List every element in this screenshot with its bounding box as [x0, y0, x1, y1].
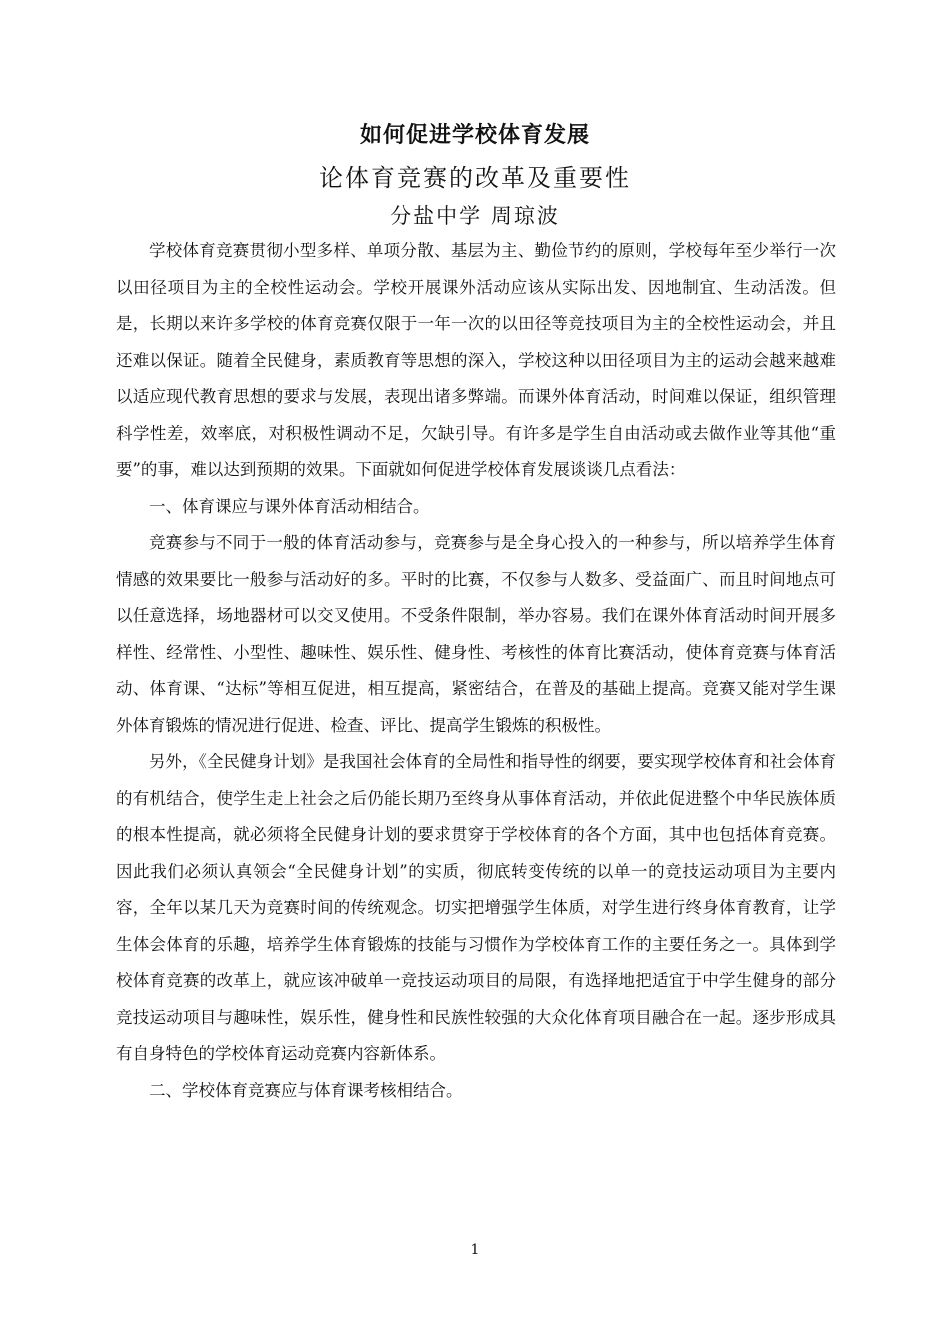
document-subtitle: 论体育竞赛的改革及重要性	[319, 164, 631, 192]
paragraph-section-1: 竞赛参与不同于一般的体育活动参与，竞赛参与是全身心投入的一种参与，所以培养学生体育情感的效果要比一般参与活动好的多。平时的比赛，不仅参与人数多、受益面广、而且时间地点可以任意选择，场地器材可以交叉使用。不受条件限制，举办容易。我们在课外体育活动时间开展多样性、经常性、小型性、趣味性、娱乐性、健身性、考核性的体育比赛活动，使体育竞赛与体育活动、体育课、“达标”等相互促进，相互提高，紧密结合，在普及的基础上提高。竞赛又能对学生课外体育锻炼的情况进行促进、检查、评比、提高学生锻炼的积极性。	[116, 533, 836, 735]
paragraph-fitness-plan: 另外，《全民健身计划》是我国社会体育的全局性和指导性的纲要，要实现学校体育和社会体育的有机结合，使学生走上社会之后仍能长期乃至终身从事体育活动，并依此促进整个中华民族体质的根本性提高，就必须将全民健身计划的要求贯穿于学校体育的各个方面，其中也包括体育竞赛。因此我们必须认真领会“全民健身计划”的实质，彻底转变传统的以单一的竞技运动项目为主要内容，全年以某几天为竞赛时间的传统观念。切实把增强学生体质，对学生进行终身体育教育，让学生体会体育的乐趣，培养学生体育锻炼的技能与习惯作为学校体育工作的主要任务之一。具体到学校体育竞赛的改革上，就应该冲破单一竞技运动项目的局限，有选择地把适宜于中学生健身的部分竞技运动项目与趣味性，娱乐性，健身性和民族性较强的大众化体育项目融合在一起。逐步形成具有自身特色的学校体育运动竞赛内容新体系。	[116, 752, 836, 1063]
document-title: 如何促进学校体育发展	[359, 122, 590, 148]
section-heading-2: 二、学校体育竞赛应与体育课考核相结合。	[149, 1080, 463, 1100]
paragraph-intro: 学校体育竞赛贯彻小型多样、单项分散、基层为主、勤俭节约的原则，学校每年至少举行一次以田径项目为主的全校性运动会。学校开展课外活动应该从实际出发、因地制宜、生动活泼。但是，长期以来许多学校的体育竞赛仅限于一年一次的以田径等竞技项目为主的全校性运动会，并且还难以保证。随着全民健身，素质教育等思想的深入，学校这种以田径项目为主的运动会越来越难以适应现代教育思想的要求与发展，表现出诸多弊端。而课外体育活动，时间难以保证，组织管理科学性差，效率底，对积极性调动不足，欠缺引导。有许多是学生自由活动或去做作业等其他“重要”的事，难以达到预期的效果。下面就如何促进学校体育发展谈谈几点看法：	[116, 241, 836, 479]
document-body	[116, 233, 836, 1109]
document-author: 分盐中学 周琼波	[390, 204, 560, 228]
page-number: 1	[470, 1242, 480, 1258]
section-heading-1: 一、体育课应与课外体育活动相结合。	[149, 496, 430, 516]
